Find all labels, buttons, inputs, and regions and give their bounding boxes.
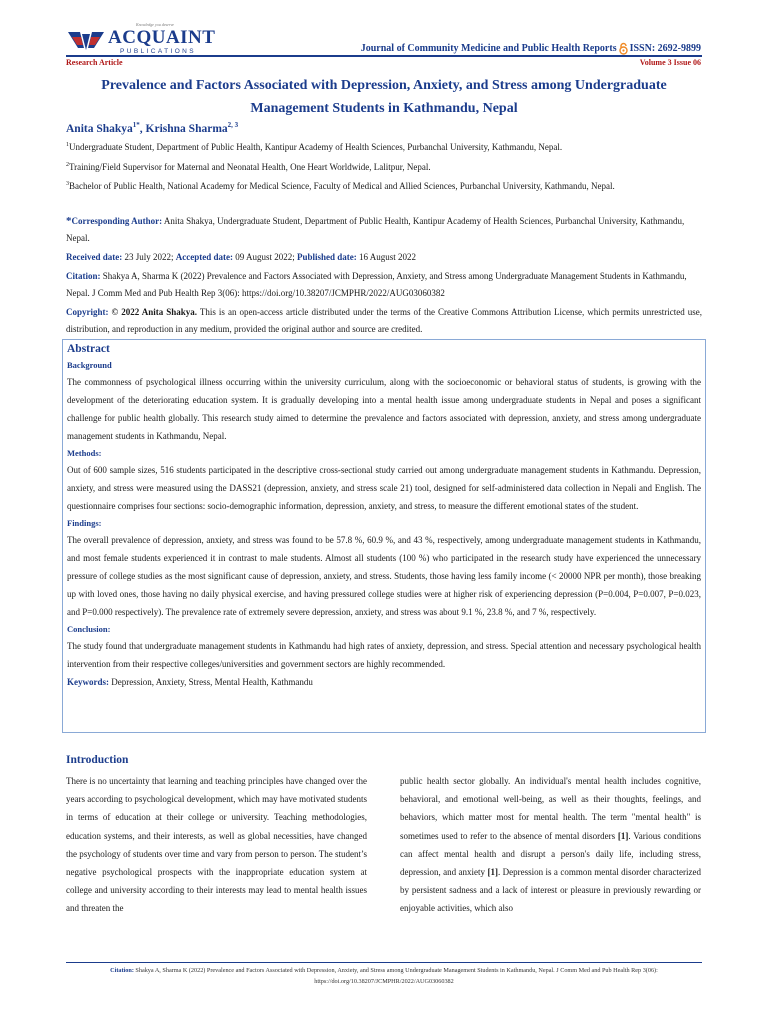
copyright-label: Copyright:: [66, 307, 109, 317]
abstract-title: Abstract: [67, 343, 110, 355]
authors: [66, 121, 238, 135]
footer-citation: [66, 965, 702, 987]
intro-text: . Depression is a common mental disorder characterized by persistent sadness and a lack of interest or pleasure in previously rewarding or enjoyable activities, which also: [400, 867, 701, 914]
logo-name: ACQUAINT: [108, 27, 216, 48]
issn: ISSN: 2692-9899: [629, 43, 701, 54]
dates: [66, 249, 702, 266]
article-type: Research Article: [66, 58, 123, 67]
copyright-holder: © 2022 Anita Shakya.: [111, 307, 198, 317]
published-label: Published date:: [297, 252, 357, 262]
logo-subtitle: PUBLICATIONS: [120, 48, 196, 55]
background-heading: Background: [67, 360, 112, 370]
logo-tagline: Knowledge you deserve: [136, 22, 174, 27]
footer-rule: [66, 962, 702, 963]
copyright: [66, 304, 702, 338]
keywords: [67, 673, 701, 691]
received-label: Received date:: [66, 252, 123, 262]
keywords-text: Depression, Anxiety, Stress, Mental Health, Kathmandu: [111, 677, 313, 687]
reference-link[interactable]: [1]: [617, 830, 629, 841]
open-access-icon: [618, 42, 629, 55]
affiliation-number: 2: [66, 162, 69, 168]
author-2[interactable]: Krishna Sharma: [145, 122, 228, 135]
findings-heading: Findings:: [67, 518, 102, 528]
affiliation-1: [66, 137, 702, 156]
citation-text[interactable]: Shakya A, Sharma K (2022) Prevalence and Factors Associated with Depression, Anxiety, and Stress among Undergraduate Management Students in Kathmandu, Nepal. J Comm Med and Pub Health Rep 3(06): https://doi.org/10.38207/JCMPHR/2022/AUG03060382: [66, 271, 687, 298]
footer-citation-text[interactable]: Shakya A, Sharma K (2022) Prevalence and Factors Associated with Depression, Anxiety, and Stress among Undergraduate Management Students in Kathmandu, Nepal. J Comm Med and Pub Health Rep 3(06): https://doi.org/10.38207/JCMPHR/2022/AUG03060382: [135, 967, 658, 985]
journal-name[interactable]: Journal of Community Medicine and Public Health Reports: [360, 43, 617, 54]
wings-logo-icon: [66, 28, 106, 52]
background-text: The commonness of psychological illness occurring within the university curriculum, along with the socioeconomic or behavioral status of students, is growing with the development of the deteriorating education system. It is gradually developing into a mental health issue among undergraduate students in Nepal and poses a significant challenge for public health globally. This research study aimed to determine the prevalence and factors associated with depression, anxiety, and stress among undergraduate management students in Kathmandu, Nepal.: [67, 377, 701, 441]
author-1[interactable]: Anita Shakya: [66, 122, 133, 135]
author-separator: ,: [139, 122, 146, 135]
affiliation-number: 1: [66, 142, 69, 148]
published-date: 16 August 2022: [359, 252, 417, 262]
introduction-left-column: There is no uncertainty that learning and teaching principles have changed over the years according to psychological development, which may have motivated students in terms of education at their college or university. Teaching methodologies, education systems, and their interests, as well as global necessities, have changed the psychology of students over time and vary from person to person. The student’s negative psychological prospects with the inappropriate education system at college and university according to their interests may lead to mental health issues and threaten the: [66, 776, 367, 914]
introduction-heading: Introduction: [66, 754, 129, 766]
article-title: Prevalence and Factors Associated with Depression, Anxiety, and Stress among Undergraduate Management Students in Kathmandu, Nepal: [101, 78, 667, 116]
abstract-box: [62, 339, 706, 733]
accepted-date: 09 August 2022;: [235, 252, 295, 262]
author-1-affiliation: 1*: [132, 121, 140, 129]
intro-text: . Various conditions can affect mental health and disrupt a person's daily life, including stress, depression, and anxiety: [400, 830, 701, 878]
affiliation-number: 3: [66, 181, 69, 187]
accepted-label: Accepted date:: [175, 252, 233, 262]
introduction-right-column: [400, 772, 701, 918]
affiliation-3: [66, 176, 702, 195]
reference-link[interactable]: [1]: [487, 867, 498, 878]
findings-text: The overall prevalence of depression, anxiety, and stress was found to be 57.8 %, 60.9 %, and 43 %, respectively, among undergraduate management students in Kathmandu, and most female students experienced it in contrast to male students. Almost all students (100 %) who participated in the research study have experienced the unnecessary pressure of college studies as the most significant cause of depression, anxiety, and stress. Students, those having less family income (< 20000 NPR per month), those breaking up with loved ones, those having no daily physical exercise, and having pressured college studies were at higher risk of experiencing depression (P=0.004, P=0.007, P=0.023, and P=0.000 respectively). The prevalence rate of extremely severe depression, anxiety, and stress was about 9.1 %, 23.8 %, and 7 %, respectively.: [67, 535, 701, 617]
affiliation-text: Training/Field Supervisor for Maternal and Neonatal Health, One Heart Worldwide, Lalitpur, Nepal.: [69, 162, 431, 172]
footer-citation-label: Citation:: [110, 967, 134, 974]
citation-label: Citation:: [66, 271, 101, 281]
keywords-label: Keywords:: [67, 677, 109, 687]
affiliation-text: Bachelor of Public Health, National Academy for Medical Science, Faculty of Medical and Allied Sciences, Purbanchal University, Kathmandu, Nepal.: [69, 181, 615, 191]
citation: [66, 268, 702, 302]
conclusion-text: The study found that undergraduate management students in Kathmandu had high rates of anxiety, depression, and stress. Special attention and necessary psychological health intervention from their respective colleges/universities and government sectors are highly recommended.: [67, 641, 701, 669]
author-2-affiliation: 2, 3: [227, 121, 239, 129]
corresponding-text: Anita Shakya, Undergraduate Student, Department of Public Health, Kantipur Academy of Health Sciences, Purbanchal University, Kathmandu, Nepal.: [66, 216, 685, 243]
volume-issue: Volume 3 Issue 06: [639, 58, 701, 67]
journal-header: [361, 42, 701, 55]
corresponding-label: Corresponding Author:: [71, 216, 163, 226]
copyright-text: This is an open-access article distributed under the terms of the Creative Commons Attribution License, which permits unrestricted use, distribution, and reproduction in any medium, provided the original author and source are credited.: [66, 307, 703, 334]
intro-text: public health sector globally. An individual's mental health includes cognitive, behavioral, and emotional well-being, as well as their thoughts, feelings, and behaviors, which matter most for mental health. The term "mental health" is sometimes used to refer to the absence of mental disorders: [400, 776, 701, 841]
affiliation-2: [66, 157, 702, 176]
affiliation-text: Undergraduate Student, Department of Public Health, Kantipur Academy of Health Sciences, Purbanchal University, Kathmandu, Nepal.: [69, 142, 563, 152]
methods-text: Out of 600 sample sizes, 516 students participated in the descriptive cross-sectional study carried out among undergraduate management students in Kathmandu. Depression, anxiety, and stress were measured using the DASS21 (depression, anxiety, and stress scale 21) tool, designed for self-administered data collection in Nepali and English. The questionnaire comprises four sections: socio-demographic information, depression, anxiety, and stress, to measure the different emotional states of the student.: [67, 465, 701, 511]
conclusion-heading: Conclusion:: [67, 624, 111, 634]
header-rule: [66, 55, 702, 57]
corresponding-star: *: [66, 215, 72, 227]
publisher-logo[interactable]: [66, 22, 216, 62]
methods-heading: Methods:: [67, 448, 102, 458]
corresponding-author: [66, 213, 702, 247]
received-date: 23 July 2022;: [124, 252, 174, 262]
